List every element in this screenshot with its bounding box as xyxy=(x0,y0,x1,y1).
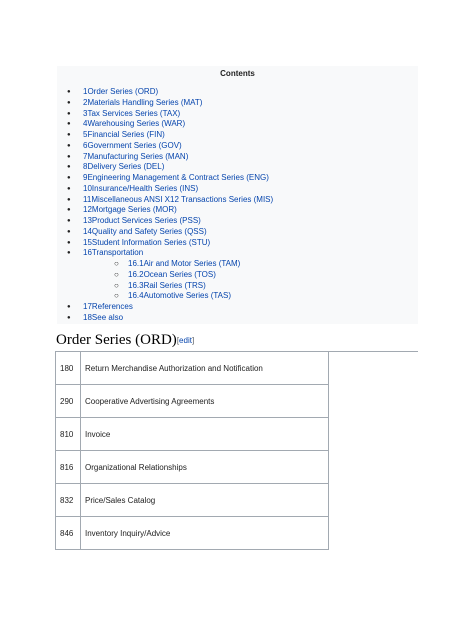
bullet-icon: ● xyxy=(67,250,71,257)
toc-label: Financial Series (FIN) xyxy=(87,130,165,139)
table-of-contents xyxy=(57,66,418,324)
description-cell: Price/Sales Catalog xyxy=(81,484,329,517)
circle-bullet-icon: ○ xyxy=(114,259,119,268)
table-row xyxy=(56,385,329,418)
description-cell: Return Merchandise Authorization and Notification xyxy=(81,352,329,385)
bullet-icon: ● xyxy=(67,207,71,214)
circle-bullet-icon: ○ xyxy=(114,269,119,279)
bullet-icon: ● xyxy=(67,153,71,160)
toc-number: 5 xyxy=(83,130,88,139)
transaction-table xyxy=(55,351,329,550)
toc-label: Transportation xyxy=(91,248,144,258)
toc-label: Engineering Management & Contract Series (ENG) xyxy=(87,173,269,182)
circle-bullet-icon: ○ xyxy=(114,291,119,301)
bullet-icon: ● xyxy=(67,228,71,235)
toc-label: Warehousing Series (WAR) xyxy=(87,119,186,129)
toc-label: Quality and Safety Series (QSS) xyxy=(91,226,207,236)
toc-label: Mortgage Series (MOR) xyxy=(91,205,177,215)
description-cell: Organizational Relationships xyxy=(81,451,329,484)
toc-label: Student Information Series (STU) xyxy=(91,237,211,247)
description-cell: Invoice xyxy=(81,418,329,451)
code-cell: 180 xyxy=(56,352,81,385)
toc-label: Ocean Series (TOS) xyxy=(143,269,216,279)
description-cell: Inventory Inquiry/Advice xyxy=(81,517,329,550)
code-cell: 290 xyxy=(56,385,81,418)
toc-number: 4 xyxy=(83,119,88,129)
table-row xyxy=(56,517,329,550)
toc-label: Order Series (ORD) xyxy=(87,87,159,96)
bullet-icon: ● xyxy=(67,132,71,138)
toc-label: Materials Handling Series (MAT) xyxy=(87,97,203,107)
bullet-icon: ● xyxy=(67,121,71,128)
toc-number: 14 xyxy=(83,226,92,236)
section-title: Order Series (ORD) xyxy=(56,332,177,348)
bullet-icon: ● xyxy=(67,175,71,181)
toc-number: 13 xyxy=(83,216,92,225)
toc-number: 16.1 xyxy=(128,259,144,268)
section-heading xyxy=(56,331,418,352)
bullet-icon: ● xyxy=(67,218,71,224)
toc-number: 10 xyxy=(83,183,92,193)
toc-number: 16 xyxy=(83,248,92,258)
edit-bracket-open: [ xyxy=(176,336,180,345)
toc-label: Miscellaneous ANSI X12 Transactions Series (MIS) xyxy=(91,194,274,204)
bullet-icon: ● xyxy=(67,164,71,171)
bullet-icon: ● xyxy=(67,142,71,149)
toc-number: 11 xyxy=(83,194,92,204)
bullet-icon: ● xyxy=(67,196,71,203)
table-row xyxy=(56,418,329,451)
table-row xyxy=(56,352,329,385)
toc-label: References xyxy=(91,302,133,312)
toc-label: Insurance/Health Series (INS) xyxy=(91,183,199,193)
code-cell: 832 xyxy=(56,484,81,517)
toc-title: Contents xyxy=(220,69,255,78)
toc-number: 6 xyxy=(83,140,88,150)
toc-number: 3 xyxy=(83,108,88,118)
edit-link[interactable]: edit xyxy=(179,336,192,345)
toc-label: Tax Services Series (TAX) xyxy=(87,108,181,118)
bullet-icon: ● xyxy=(67,89,71,95)
toc-number: 2 xyxy=(83,97,88,107)
toc-number: 16.4 xyxy=(128,291,144,301)
toc-label: Rail Series (TRS) xyxy=(143,280,206,290)
toc-number: 1 xyxy=(83,87,88,96)
bullet-icon: ● xyxy=(67,314,71,321)
circle-bullet-icon: ○ xyxy=(114,280,119,290)
toc-number: 9 xyxy=(83,173,88,182)
bullet-icon: ● xyxy=(67,239,71,246)
toc-label: See also xyxy=(91,312,124,322)
toc-label: Government Series (GOV) xyxy=(87,140,182,150)
code-cell: 810 xyxy=(56,418,81,451)
toc-number: 8 xyxy=(83,162,88,172)
toc-number: 16.2 xyxy=(128,269,144,279)
toc-label: Product Services Series (PSS) xyxy=(91,216,201,225)
bullet-icon: ● xyxy=(67,304,71,311)
table-row xyxy=(56,484,329,517)
edit-bracket-close: ] xyxy=(191,336,195,345)
toc-label: Delivery Series (DEL) xyxy=(87,162,165,172)
code-cell: 846 xyxy=(56,517,81,550)
toc-number: 15 xyxy=(83,237,92,247)
toc-number: 12 xyxy=(83,205,92,215)
toc-number: 16.3 xyxy=(128,280,144,290)
bullet-icon: ● xyxy=(67,110,71,117)
toc-number: 7 xyxy=(83,151,88,161)
bullet-icon: ● xyxy=(67,185,71,192)
code-cell: 816 xyxy=(56,451,81,484)
table-row xyxy=(56,451,329,484)
toc-label: Automotive Series (TAS) xyxy=(143,291,232,301)
toc-label: Air and Motor Series (TAM) xyxy=(143,259,241,268)
bullet-icon: ● xyxy=(67,99,71,106)
toc-number: 18 xyxy=(83,312,92,322)
description-cell: Cooperative Advertising Agreements xyxy=(81,385,329,418)
toc-number: 17 xyxy=(83,302,92,312)
toc-label: Manufacturing Series (MAN) xyxy=(87,151,189,161)
